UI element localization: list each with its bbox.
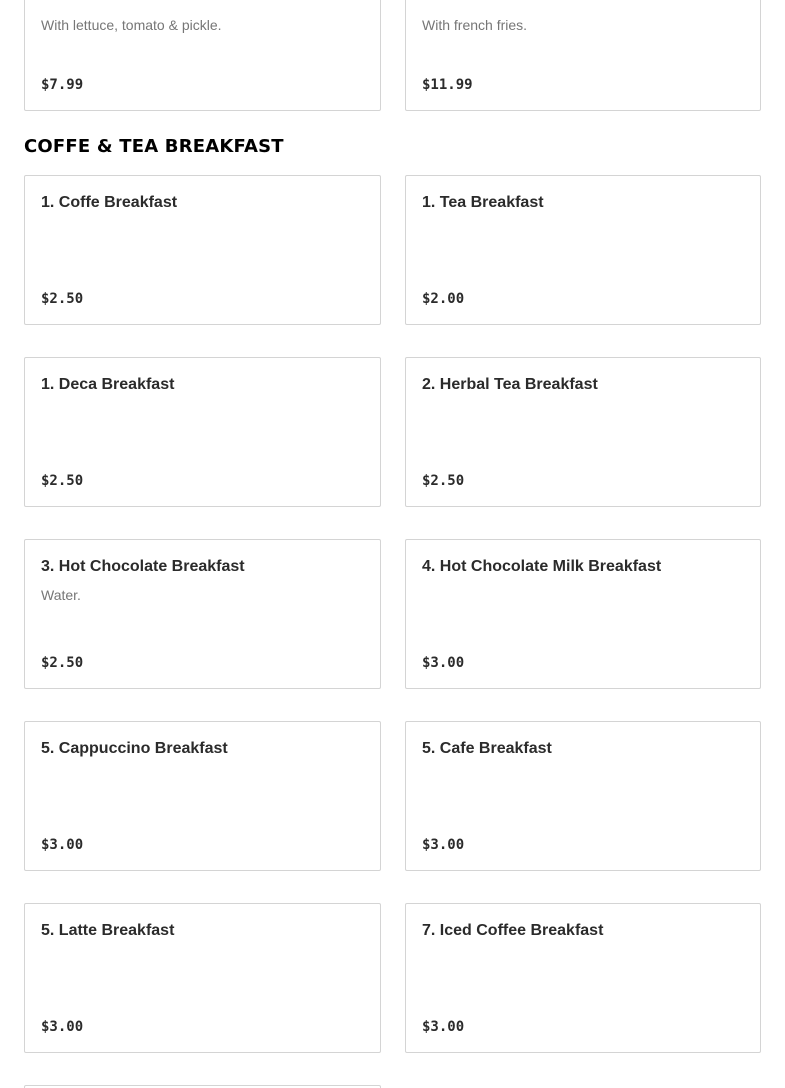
menu-item-name: 3. Hot Chocolate Breakfast	[41, 558, 245, 575]
menu-item-card[interactable]	[24, 357, 381, 507]
menu-item-card[interactable]	[24, 903, 381, 1053]
menu-item-price: $3.00	[41, 1019, 84, 1035]
menu-item-price: $3.00	[422, 655, 465, 671]
menu-item-name: 1. Coffe Breakfast	[41, 194, 178, 211]
menu-item-name: 1. Deca Breakfast	[41, 376, 175, 393]
menu-item-description: Water.	[41, 587, 81, 603]
menu-item-description: With french fries.	[422, 17, 528, 33]
menu-item-price: $2.50	[41, 655, 84, 671]
menu-item-card[interactable]	[24, 0, 381, 111]
menu-item-card[interactable]	[405, 357, 761, 507]
menu-item-price: $3.00	[422, 837, 465, 853]
menu-item-name: 2. Herbal Tea Breakfast	[422, 376, 598, 393]
menu-item-card[interactable]	[405, 0, 761, 111]
menu-item-card[interactable]	[405, 721, 761, 871]
menu-item-card[interactable]	[405, 175, 761, 325]
menu-item-name: 1. Tea Breakfast	[422, 194, 544, 211]
menu-item-name: 5. Cafe Breakfast	[422, 740, 552, 757]
menu-item-name: 4. Hot Chocolate Milk Breakfast	[422, 558, 662, 575]
menu-item-price: $7.99	[41, 77, 84, 93]
menu-item-card[interactable]	[24, 539, 381, 689]
menu-item-price: $2.50	[41, 291, 84, 307]
menu-item-name: 7. Iced Coffee Breakfast	[422, 922, 604, 939]
menu-item-price: $2.50	[422, 473, 465, 489]
menu-item-card[interactable]	[24, 721, 381, 871]
menu-item-price: $2.50	[41, 473, 84, 489]
menu-item-name: 5. Cappuccino Breakfast	[41, 740, 228, 757]
menu-item-price: $11.99	[422, 77, 473, 93]
menu-item-card[interactable]	[405, 903, 761, 1053]
menu-item-card[interactable]	[24, 175, 381, 325]
menu-item-price: $3.00	[422, 1019, 465, 1035]
menu-item-price: $3.00	[41, 837, 84, 853]
menu-item-card[interactable]	[405, 539, 761, 689]
menu-item-name: 5. Latte Breakfast	[41, 922, 175, 939]
menu-item-price: $2.00	[422, 291, 465, 307]
menu-item-description: With lettuce, tomato & pickle.	[41, 17, 222, 33]
section-title: COFFE & TEA BREAKFAST	[24, 136, 284, 157]
